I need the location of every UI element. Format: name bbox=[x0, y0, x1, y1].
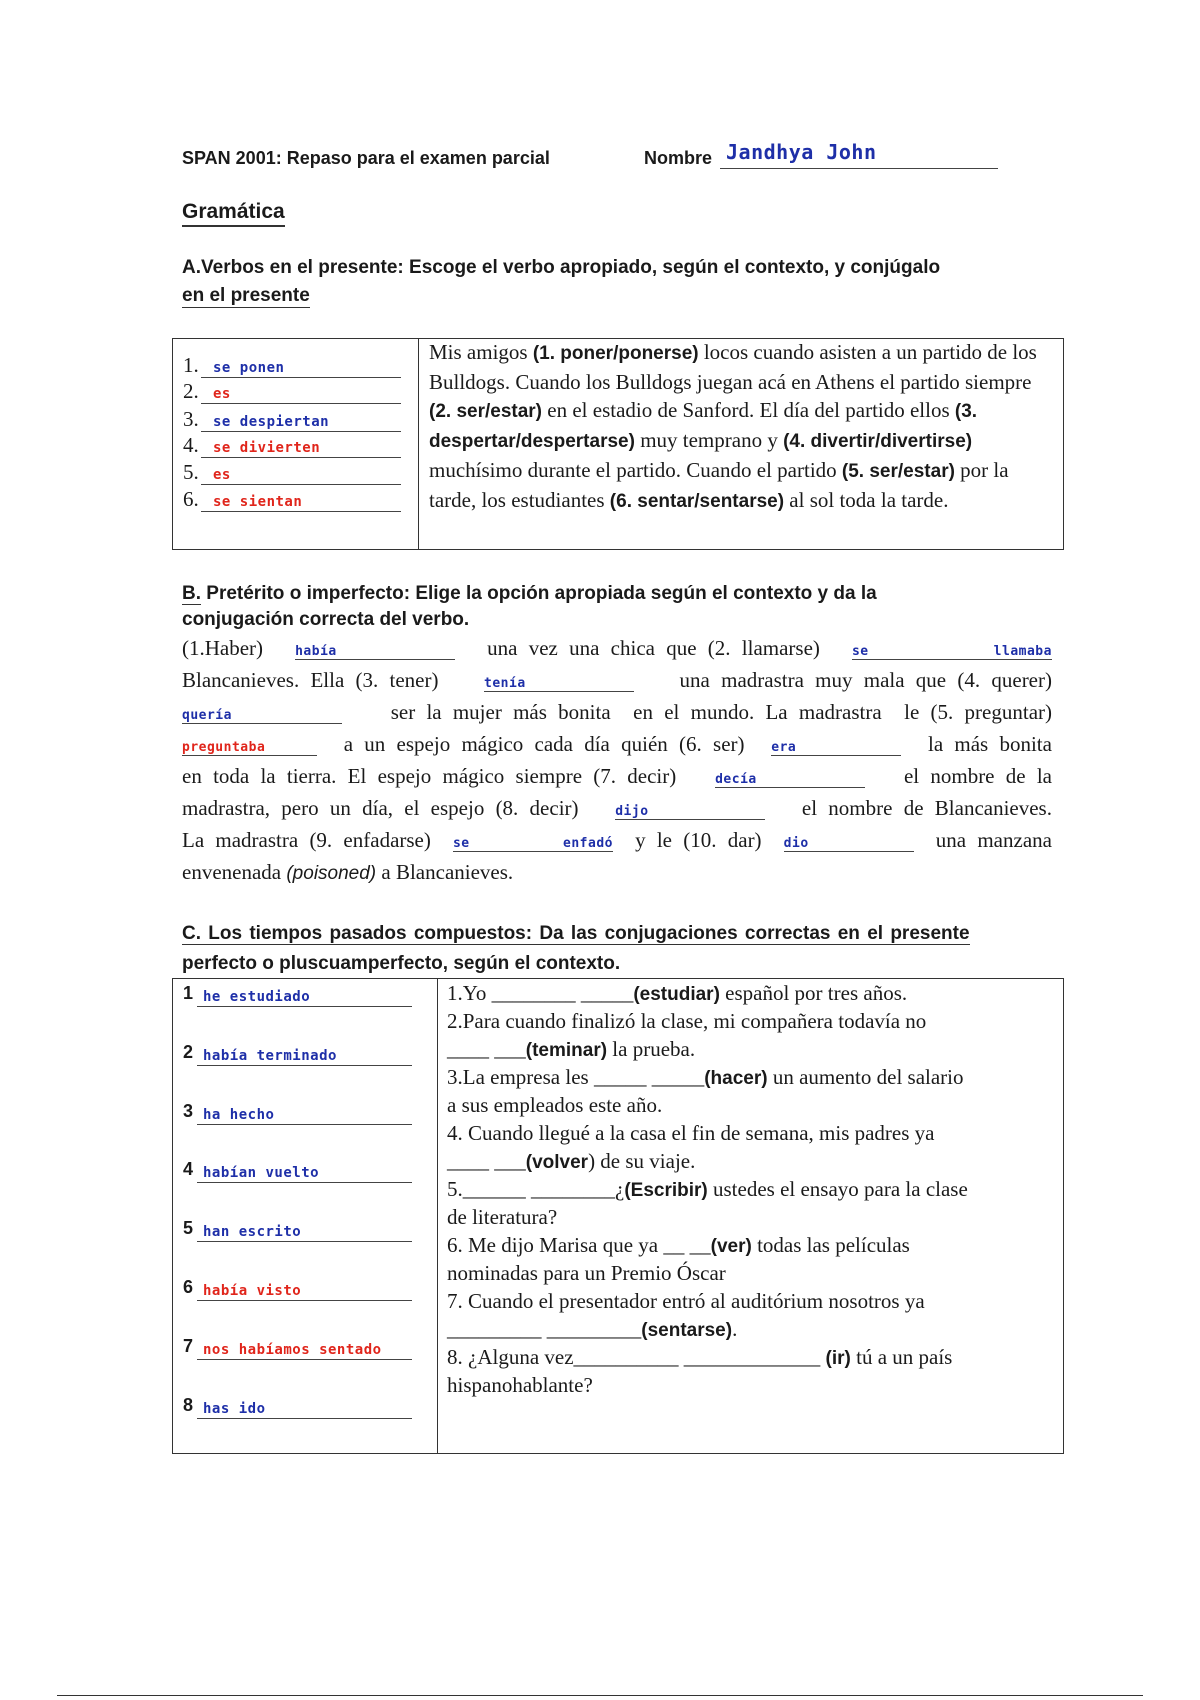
passage-line bbox=[182, 728, 1052, 760]
section-c-title-line2: perfecto o pluscuamperfecto, según el contexto. bbox=[182, 953, 621, 974]
passage-text: envenenada bbox=[182, 860, 287, 884]
answer-field[interactable] bbox=[197, 1102, 412, 1125]
item-number: 4 bbox=[183, 1159, 194, 1179]
item-line bbox=[447, 1175, 968, 1205]
section-heading-gramatica: Gramática bbox=[182, 200, 285, 227]
handwritten-answer: es bbox=[213, 467, 231, 483]
answer-blank[interactable] bbox=[484, 669, 634, 692]
handwritten-answer: dijo bbox=[615, 804, 649, 819]
item-text: tú a un país bbox=[850, 1345, 953, 1369]
handwritten-answer: había visto bbox=[203, 1283, 302, 1299]
answer-blank[interactable] bbox=[182, 701, 342, 724]
answer-field[interactable] bbox=[201, 435, 401, 458]
item-line bbox=[447, 1259, 726, 1287]
passage-text: locos cuando asisten a un partido de los Bulldogs. Cuando los Bulldogs juegan acá en Athens el partido siempre bbox=[429, 340, 1037, 394]
item-text: la prueba. bbox=[607, 1037, 696, 1061]
item-line bbox=[447, 1035, 695, 1065]
passage-text: muy temprano y bbox=[634, 428, 784, 452]
item-number: 1 bbox=[183, 983, 194, 1003]
item-text: hispanohablante? bbox=[447, 1373, 593, 1397]
answer-blank[interactable] bbox=[715, 765, 865, 788]
item-text: ____ ___ bbox=[447, 1149, 526, 1173]
item-line bbox=[447, 1007, 926, 1035]
handwritten-answer: habían vuelto bbox=[203, 1165, 320, 1181]
passage-text: en toda la tierra. El espejo mágico siempre (7. decir) bbox=[182, 764, 677, 788]
table-divider bbox=[437, 979, 438, 1453]
item-number: 4. bbox=[183, 433, 199, 457]
item-text: 1.Yo ________ _____ bbox=[447, 981, 634, 1005]
answer-field[interactable] bbox=[201, 489, 401, 512]
section-a-table bbox=[172, 338, 1064, 550]
passage-text: Blancanieves. Ella (3. tener) bbox=[182, 668, 439, 692]
answer-field[interactable] bbox=[197, 1160, 412, 1183]
bold-cue: (5. ser/estar) bbox=[841, 461, 955, 482]
bold-cue: (estudiar) bbox=[633, 984, 720, 1005]
passage-text: por la tarde, los estudiantes bbox=[429, 458, 1009, 512]
handwritten-answer: se ponen bbox=[213, 360, 285, 376]
item-line bbox=[447, 1119, 935, 1147]
passage-text: al sol toda la tarde. bbox=[784, 488, 949, 512]
passage-text: ser la mujer más bonita en el mundo. La madrastra le (5. preguntar) bbox=[390, 700, 1052, 724]
item-text: ) de su viaje. bbox=[588, 1149, 696, 1173]
handwritten-answer: se divierten bbox=[213, 440, 321, 456]
passage-line bbox=[182, 824, 1052, 856]
item-text: a sus empleados este año. bbox=[447, 1093, 663, 1117]
item-line bbox=[447, 1371, 593, 1399]
answer-field[interactable] bbox=[197, 1337, 412, 1360]
section-c-table bbox=[172, 978, 1064, 1454]
handwritten-answer: se llamaba bbox=[851, 644, 1052, 659]
passage-text: el nombre de la bbox=[903, 764, 1052, 788]
passage-text: a Blancanieves. bbox=[376, 860, 514, 884]
passage-text: una madrastra muy mala que (4. querer) bbox=[679, 668, 1052, 692]
passage-line bbox=[182, 856, 513, 890]
item-text: de literatura? bbox=[447, 1205, 558, 1229]
item-line bbox=[447, 1231, 910, 1261]
item-text: . bbox=[732, 1317, 738, 1341]
bold-cue: (1. poner/ponerse) bbox=[532, 343, 699, 364]
handwritten-answer: se sientan bbox=[213, 494, 303, 510]
item-number: 7 bbox=[183, 1336, 194, 1356]
bold-cue: (teminar) bbox=[525, 1040, 608, 1061]
bold-cue: (4. divertir/divertirse) bbox=[783, 431, 973, 452]
handwritten-answer: dio bbox=[783, 836, 809, 851]
answer-field[interactable] bbox=[201, 381, 401, 404]
bold-cue: (hacer) bbox=[704, 1068, 768, 1089]
passage-line bbox=[182, 696, 1052, 728]
table-divider bbox=[418, 339, 419, 549]
section-b-title-line2: conjugación correcta del verbo. bbox=[182, 609, 470, 630]
bold-cue: (6. sentar/sentarse) bbox=[609, 491, 785, 512]
answer-field[interactable] bbox=[201, 355, 401, 378]
section-c-title bbox=[182, 923, 970, 945]
section-b-title bbox=[182, 583, 877, 605]
handwritten-answer: se despiertan bbox=[213, 414, 330, 430]
passage-text: y le (10. dar) bbox=[635, 828, 762, 852]
item-line bbox=[447, 1091, 662, 1119]
handwritten-answer: has ido bbox=[203, 1401, 266, 1417]
passage-text: el nombre de Blancanieves. bbox=[801, 796, 1052, 820]
passage-line bbox=[182, 760, 1052, 792]
answer-field[interactable] bbox=[201, 462, 401, 485]
bold-cue: (3. despertar/despertarse) bbox=[429, 401, 978, 452]
item-text: 6. Me dijo Marisa que ya __ __ bbox=[447, 1233, 711, 1257]
item-line bbox=[447, 1147, 695, 1177]
section-b-prefix: B. bbox=[182, 583, 201, 604]
handwritten-answer: quería bbox=[182, 708, 232, 723]
passage-text: muchísimo durante el partido. Cuando el partido bbox=[429, 458, 842, 482]
item-text: ustedes el ensayo para la clase bbox=[707, 1177, 968, 1201]
handwritten-answer: es bbox=[213, 386, 231, 402]
handwritten-answer: ha hecho bbox=[203, 1107, 275, 1123]
handwritten-answer: tenía bbox=[484, 676, 526, 691]
answer-blank[interactable] bbox=[615, 797, 765, 820]
bold-cue: (ver) bbox=[710, 1236, 752, 1257]
section-a-title: A.Verbos en el presente: Escoge el verbo apropiado, según el contexto, y conjúgalo bbox=[182, 257, 941, 278]
item-text: todas las películas bbox=[751, 1233, 910, 1257]
item-number: 3. bbox=[183, 407, 199, 431]
handwritten-answer: nos habíamos sentado bbox=[203, 1342, 382, 1358]
item-text: 2.Para cuando finalizó la clase, mi compañera todavía no bbox=[447, 1009, 927, 1033]
passage-text: Mis amigos bbox=[429, 340, 533, 364]
item-text: nominadas para un Premio Óscar bbox=[447, 1261, 726, 1285]
passage-text: (1.Haber) bbox=[182, 636, 264, 660]
item-text: español por tres años. bbox=[719, 981, 908, 1005]
item-text: _________ _________ bbox=[447, 1317, 642, 1341]
item-text: 7. Cuando el presentador entró al auditórium nosotros ya bbox=[447, 1289, 925, 1313]
section-a-title-line2: en el presente bbox=[182, 285, 310, 306]
passage-text: a un espejo mágico cada día quién (6. ser) bbox=[343, 732, 745, 756]
item-number: 2 bbox=[183, 1042, 194, 1062]
bold-cue: (sentarse) bbox=[641, 1320, 733, 1341]
item-number: 3 bbox=[183, 1101, 194, 1121]
handwritten-answer: han escrito bbox=[203, 1224, 302, 1240]
item-line bbox=[447, 1287, 925, 1315]
answer-field[interactable] bbox=[197, 1278, 412, 1301]
answer-blank[interactable] bbox=[295, 637, 455, 660]
item-text: ____ ___ bbox=[447, 1037, 526, 1061]
course-title: SPAN 2001: Repaso para el examen parcial bbox=[182, 148, 550, 168]
answer-blank[interactable] bbox=[784, 829, 914, 852]
item-text: 5.______ ________¿ bbox=[447, 1177, 625, 1201]
item-line bbox=[447, 1203, 557, 1231]
passage-line bbox=[182, 632, 1052, 664]
handwritten-answer: he estudiado bbox=[203, 989, 311, 1005]
answer-field[interactable] bbox=[197, 1219, 412, 1242]
passage-text: la más bonita bbox=[927, 732, 1052, 756]
passage-line bbox=[182, 792, 1052, 824]
item-number: 5. bbox=[183, 460, 199, 484]
item-number: 5 bbox=[183, 1218, 194, 1238]
passage-line bbox=[182, 664, 1052, 696]
bottom-rule bbox=[57, 1695, 1143, 1696]
answer-field[interactable] bbox=[197, 984, 412, 1007]
answer-blank[interactable] bbox=[771, 733, 901, 756]
answer-field[interactable] bbox=[197, 1396, 412, 1419]
handwritten-answer: decía bbox=[715, 772, 757, 787]
item-line bbox=[447, 979, 907, 1009]
item-line bbox=[447, 1315, 737, 1345]
answer-blank[interactable] bbox=[182, 733, 317, 756]
item-number: 8 bbox=[183, 1395, 194, 1415]
handwritten-answer: había terminado bbox=[203, 1048, 337, 1064]
passage-text: madrastra, pero un día, el espejo (8. decir) bbox=[182, 796, 579, 820]
handwritten-answer: había bbox=[295, 644, 337, 659]
answer-blank[interactable] bbox=[453, 829, 613, 852]
item-text: 4. Cuando llegué a la casa el fin de semana, mis padres ya bbox=[447, 1121, 935, 1145]
bold-cue: (Escribir) bbox=[624, 1180, 708, 1201]
name-label: Nombre bbox=[644, 148, 713, 168]
item-text: un aumento del salario bbox=[767, 1065, 964, 1089]
handwritten-answer: se enfadó bbox=[452, 836, 613, 851]
answer-blank[interactable] bbox=[852, 637, 1052, 660]
name-field[interactable] bbox=[720, 140, 998, 169]
passage-text: La madrastra (9. enfadarse) bbox=[182, 828, 431, 852]
passage-text: una manzana bbox=[935, 828, 1052, 852]
student-name: Jandhya John bbox=[726, 140, 877, 164]
section-a-passage bbox=[429, 338, 1054, 516]
section-c-title-text: C. Los tiempos pasados compuestos: Da las conjugaciones correctas en el presente bbox=[182, 923, 970, 944]
answer-field[interactable] bbox=[201, 409, 401, 432]
handwritten-answer: preguntaba bbox=[182, 740, 266, 755]
bold-cue: (2. ser/estar) bbox=[429, 401, 543, 422]
bold-cue: (volver bbox=[525, 1152, 589, 1173]
item-line bbox=[447, 1343, 952, 1373]
answer-field[interactable] bbox=[197, 1043, 412, 1066]
item-text: 3.La empresa les _____ _____ bbox=[447, 1065, 705, 1089]
italic-gloss: (poisoned) bbox=[286, 863, 377, 884]
item-number: 1. bbox=[183, 353, 199, 377]
item-number: 6 bbox=[183, 1277, 194, 1297]
handwritten-answer: era bbox=[771, 740, 797, 755]
item-line bbox=[447, 1063, 964, 1093]
item-number: 2. bbox=[183, 379, 199, 403]
item-text: 8. ¿Alguna vez__________ _____________ bbox=[447, 1345, 826, 1369]
passage-text: en el estadio de Sanford. El día del partido ellos bbox=[542, 398, 955, 422]
item-number: 6. bbox=[183, 487, 199, 511]
bold-cue: (ir) bbox=[825, 1348, 851, 1369]
section-b-title-text: Pretérito o imperfecto: Elige la opción apropiada según el contexto y da la bbox=[201, 583, 877, 604]
passage-text: una vez una chica que (2. llamarse) bbox=[487, 636, 820, 660]
